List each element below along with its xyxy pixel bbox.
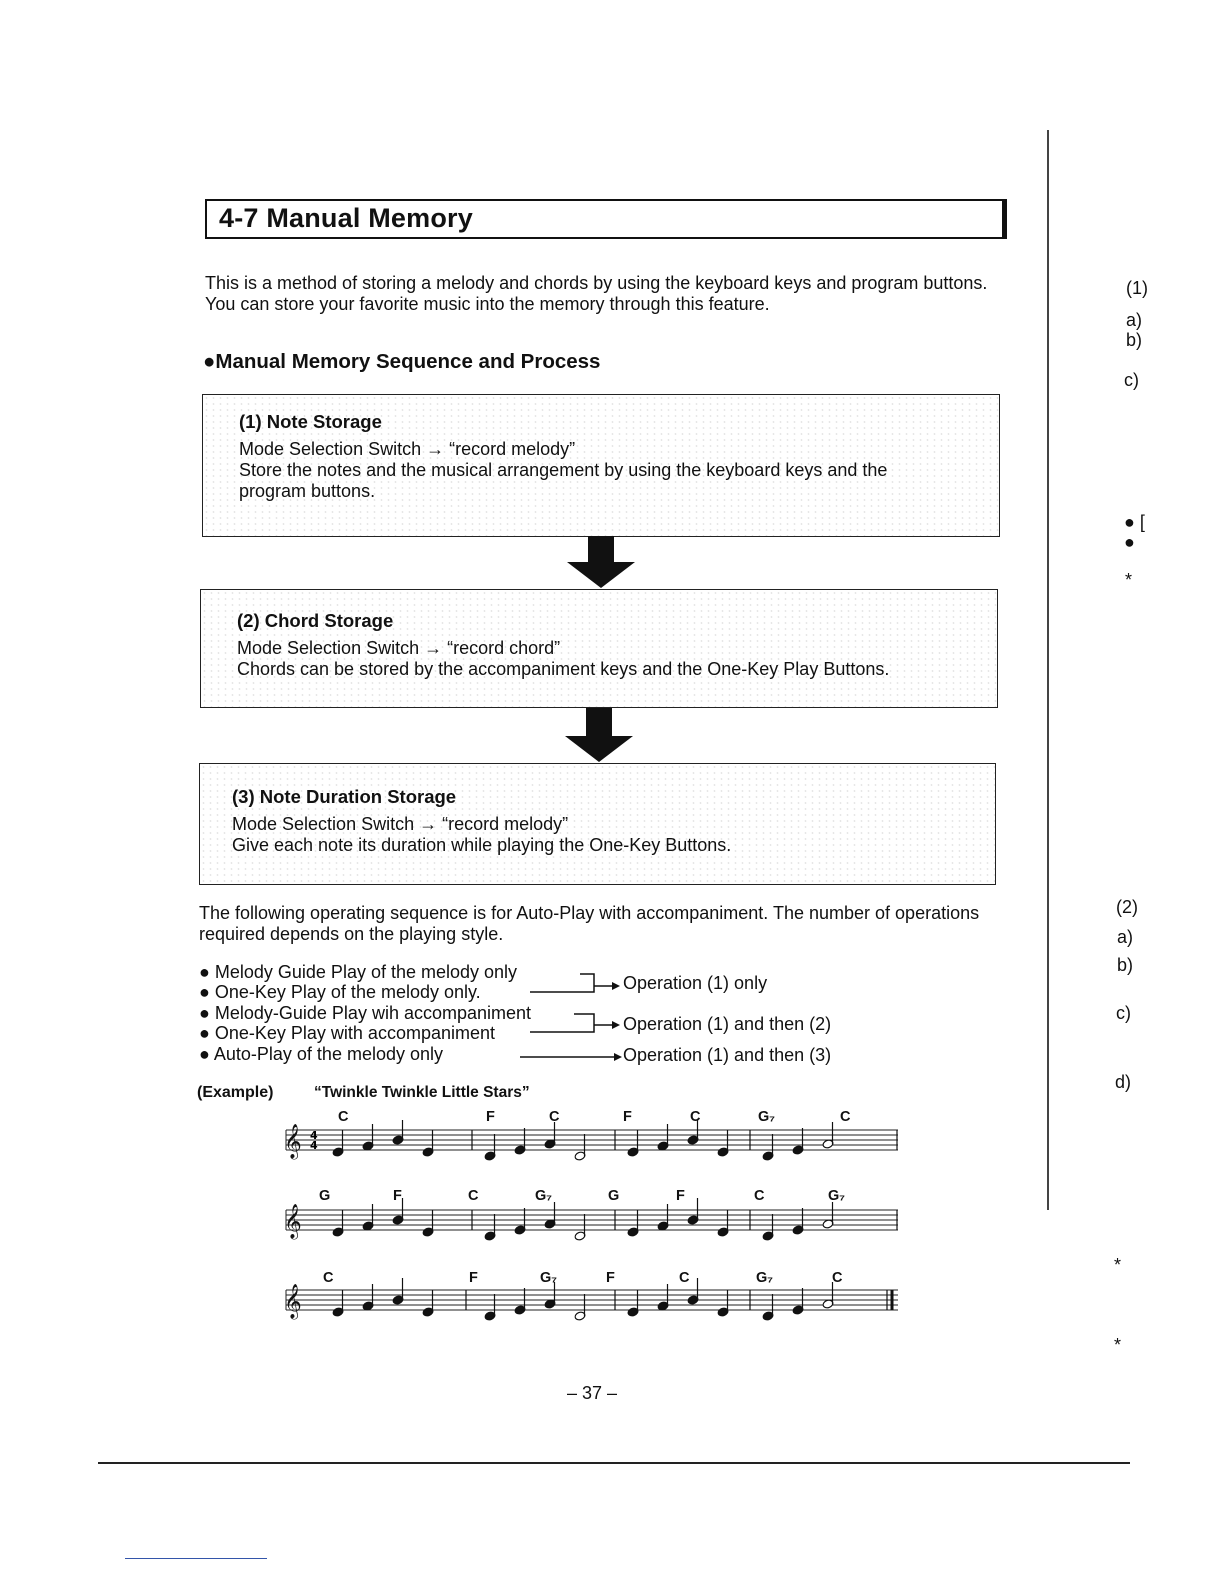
margin-bullet: ● — [1124, 532, 1135, 552]
list-item: ● Auto-Play of the melody only — [199, 1043, 444, 1064]
list-item: ● One-Key Play of the melody only. — [199, 982, 481, 1003]
down-arrow-icon — [586, 708, 612, 738]
step-title: (3) Note Duration Storage — [232, 786, 457, 807]
chord-symbol: F — [469, 1270, 478, 1286]
margin-star: * — [1114, 1255, 1122, 1275]
chord-symbol: C — [754, 1188, 765, 1204]
step-line: Store the notes and the musical arrangement by using the keyboard keys and the — [239, 460, 888, 480]
operation-label: Operation (1) and then (3) — [623, 1045, 832, 1065]
margin-label: (1) — [1126, 278, 1148, 298]
step-line: Mode Selection Switch → “record chord” — [237, 638, 561, 658]
chord-symbol: F — [623, 1109, 632, 1125]
section-title-box — [205, 199, 1007, 239]
step-line: Give each note its duration while playing the One-Key Buttons. — [232, 835, 732, 855]
chord-symbol: G₇ — [535, 1188, 553, 1204]
margin-star: * — [1125, 570, 1133, 590]
chord-symbol: G₇ — [756, 1270, 774, 1286]
chord-symbol: C — [679, 1270, 690, 1286]
operating-sequence-paragraph: The following operating sequence is for Auto-Play with accompaniment. The number of operations required depends on the playing style. — [199, 903, 980, 944]
play-style-list — [199, 962, 531, 1064]
list-item: ● Melody Guide Play of the melody only — [199, 962, 518, 982]
chord-symbol: F — [676, 1188, 685, 1204]
step-box-chord-storage — [200, 589, 998, 708]
treble-clef-icon: 𝄞 — [284, 1284, 302, 1319]
step-title: (2) Chord Storage — [237, 610, 394, 631]
step-box-note-storage — [202, 394, 1000, 537]
margin-label: a) — [1126, 310, 1143, 330]
time-signature-top: 4 — [310, 1129, 318, 1142]
intro-paragraph: This is a method of storing a melody and chords by using the keyboard keys and program buttons. You can store your favorite music into the memory through this feature. — [205, 273, 988, 314]
step-line: Mode Selection Switch → “record melody” — [232, 814, 569, 834]
staff — [284, 1278, 898, 1321]
margin-label: d) — [1115, 1072, 1132, 1092]
song-title: “Twinkle Twinkle Little Stars” — [314, 1084, 530, 1101]
step-line: Mode Selection Switch → “record melody” — [239, 439, 576, 459]
chord-symbol: G₇ — [758, 1109, 776, 1125]
music-staves — [280, 1120, 910, 1340]
bracket-connectors — [520, 968, 625, 1068]
page-title: 4-7 Manual Memory — [219, 203, 473, 233]
time-signature-bottom: 4 — [310, 1139, 318, 1152]
down-arrow-head-icon — [565, 736, 633, 762]
chord-symbol: G₇ — [540, 1270, 558, 1286]
down-arrow-icon — [588, 536, 614, 564]
margin-bullet: ● [ — [1124, 512, 1145, 532]
operation-label: Operation (1) only — [623, 973, 768, 993]
down-arrow-head-icon — [567, 562, 635, 588]
page-fold-line — [1047, 130, 1049, 1210]
list-item: ● One-Key Play with accompaniment — [199, 1023, 495, 1044]
sequence-heading: ●Manual Memory Sequence and Process — [203, 350, 601, 373]
list-item: ● Melody-Guide Play wih accompaniment — [199, 1002, 532, 1023]
chord-symbol: C — [840, 1109, 851, 1125]
step-line: Chords can be stored by the accompaniment keys and the One-Key Play Buttons. — [237, 659, 890, 679]
chord-symbol: F — [486, 1109, 495, 1125]
link-underline — [125, 1558, 267, 1559]
margin-label: c) — [1116, 1003, 1131, 1023]
margin-label: a) — [1117, 927, 1134, 947]
treble-clef-icon: 𝄞 — [284, 1204, 302, 1239]
margin-label: c) — [1124, 370, 1139, 390]
chord-symbol: G — [608, 1188, 620, 1204]
margin-star: * — [1114, 1335, 1122, 1355]
chord-symbol: C — [690, 1109, 701, 1125]
chord-symbol: C — [832, 1270, 843, 1286]
step-box-note-duration — [199, 763, 996, 885]
chord-symbol: C — [338, 1109, 349, 1125]
chord-symbol: F — [606, 1270, 615, 1286]
chord-symbol: F — [393, 1188, 402, 1204]
step-title: (1) Note Storage — [239, 411, 382, 432]
margin-label: b) — [1117, 955, 1134, 975]
margin-label: (2) — [1116, 897, 1138, 917]
margin-label: b) — [1126, 330, 1143, 350]
operation-label: Operation (1) and then (2) — [623, 1014, 832, 1034]
treble-clef-icon: 𝄞 — [284, 1124, 302, 1159]
chord-symbol: C — [323, 1270, 334, 1286]
chord-symbol: G₇ — [828, 1188, 846, 1204]
page-number: – 37 – — [567, 1383, 618, 1403]
example-label: (Example) — [197, 1084, 274, 1101]
chord-symbol: C — [468, 1188, 479, 1204]
chord-symbol: G — [319, 1188, 331, 1204]
chord-symbol: C — [549, 1109, 560, 1125]
bottom-rule — [98, 1462, 1130, 1464]
staff — [284, 1198, 898, 1241]
staff — [284, 1120, 898, 1161]
step-line: program buttons. — [239, 481, 376, 501]
